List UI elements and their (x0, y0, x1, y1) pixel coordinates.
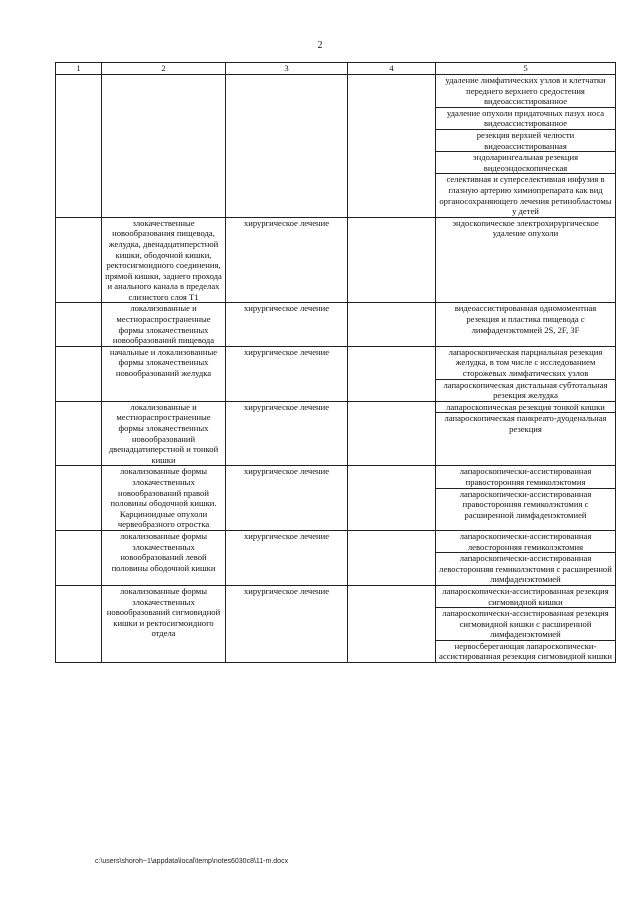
procedures-cell (436, 401, 616, 466)
procedure-item: селективная и суперселективная инфузия в глазную артерию химиопрепарата как вид органосохраняющего лечения ретинобластомы у детей (439, 174, 612, 217)
empty-cell (348, 585, 436, 662)
procedure-item: удаление опухоли придаточных пазух носа видеоассистированное (436, 108, 615, 130)
diagnosis-cell: локализованные и местнораспространенные формы злокачественных новообразований двенадцатиперстной и тонкой кишки (102, 401, 226, 466)
procedure-item: лапароскопически-ассистированная резекция сигмовидной кишки с расширенной лимфаденэктомией (436, 608, 615, 641)
page-number: 2 (317, 40, 323, 51)
empty-cell (102, 75, 226, 218)
procedures-cell (436, 466, 616, 531)
procedure-item: лапароскопически-ассистированная правосторонняя гемиколэктомия с расширенной лимфаденэктомией (459, 488, 592, 520)
empty-cell (348, 401, 436, 466)
procedures-cell (436, 217, 616, 303)
empty-cell (348, 466, 436, 531)
treatment-cell: хирургическое лечение (226, 401, 348, 466)
continuation-row (56, 75, 616, 218)
procedure-item: эндоларингеальная резекция видеоэндоскопическая (436, 152, 615, 174)
procedure-item: лапароскопически-ассистированная левосторонняя гемиколэктомия (436, 531, 615, 553)
table-row (56, 346, 616, 401)
treatment-cell: хирургическое лечение (226, 217, 348, 303)
diagnosis-cell: локализованные формы злокачественных новообразований правой половины ободочной кишки. Карциноидные опухоли червеобразного отростка (102, 466, 226, 531)
procedure-item: лапароскопическая панкреато-дуоденальная резекция (444, 413, 607, 434)
table-row (56, 217, 616, 303)
column-number-row (56, 63, 616, 75)
procedure-item: лапароскопически-ассистированная резекция сигмовидной кишки (436, 586, 615, 608)
procedures-cell (436, 346, 616, 401)
empty-cell (348, 346, 436, 401)
diagnosis-cell: локализованные формы злокачественных новообразований сигмовидной кишки и ректосигмоидного отдела (102, 585, 226, 662)
procedure-item: видеоассистированная одномоментная резекция и пластика пищевода с лимфаденэктомией 2S, 2F, 3F (454, 303, 597, 335)
procedure-item: удаление лимфатических узлов и клетчатки переднего верхнего средостения видеоассистированное (436, 75, 615, 108)
empty-cell (56, 75, 102, 218)
treatment-cell: хирургическое лечение (226, 466, 348, 531)
empty-cell (56, 530, 102, 585)
procedure-item: лапароскопически-ассистированная правосторонняя гемиколэктомия (436, 466, 615, 488)
treatment-cell: хирургическое лечение (226, 585, 348, 662)
procedures-cell (436, 585, 616, 662)
procedure-item: лапароскопически-ассистированная левосторонняя гемиколэктомия с расширенной лимфаденэктомией (439, 553, 612, 585)
column-number: 2 (102, 63, 226, 75)
column-number: 1 (56, 63, 102, 75)
procedure-item: эндоскопическое электрохирургическое удаление опухоли (452, 217, 599, 239)
treatment-cell: хирургическое лечение (226, 303, 348, 346)
diagnosis-cell: локализованные и местнораспространенные формы злокачественных новообразований пищевода (102, 303, 226, 346)
empty-cell (56, 585, 102, 662)
column-number: 5 (436, 63, 616, 75)
table-row (56, 401, 616, 466)
table-row (56, 585, 616, 662)
procedures-cell (436, 303, 616, 346)
procedure-item: нервосберегающая лапароскопически-ассистированная резекция сигмовидной кишки (439, 640, 612, 662)
empty-cell (348, 75, 436, 218)
empty-cell (56, 466, 102, 531)
procedure-item: резекция верхней челюсти видеоассистированная (436, 130, 615, 152)
diagnosis-cell: начальные и локализованные формы злокачественных новообразований желудка (102, 346, 226, 401)
procedure-item: лапароскопическая резекция тонкой кишки (436, 402, 615, 414)
empty-cell (348, 530, 436, 585)
column-number: 3 (226, 63, 348, 75)
procedure-item: лапароскопическая парциальная резекция желудка, в том числе с исследованием сторожевых лимфатических узлов (436, 347, 615, 380)
empty-cell (56, 346, 102, 401)
procedures-cell (436, 75, 616, 218)
empty-cell (348, 217, 436, 303)
treatment-cell: хирургическое лечение (226, 530, 348, 585)
procedures-cell (436, 530, 616, 585)
empty-cell (56, 401, 102, 466)
diagnosis-cell: локализованные формы злокачественных новообразований левой половины ободочной кишки (102, 530, 226, 585)
treatment-cell: хирургическое лечение (226, 346, 348, 401)
diagnosis-cell: злокачественные новообразования пищевода, желудка, двенадцатиперстной кишки, ободочной кишки, ректосигмоидного соединения, прямой кишки, заднего прохода и анального канала в пределах слизистого слоя T1 (102, 217, 226, 303)
procedures-table (55, 62, 616, 663)
column-number: 4 (348, 63, 436, 75)
empty-cell (348, 303, 436, 346)
table-row (56, 466, 616, 531)
empty-cell (56, 217, 102, 303)
empty-cell (226, 75, 348, 218)
file-path-footer: c:\users\shoroh~1\appdata\local\temp\notes6030c8\11-m.docx (95, 858, 289, 865)
table-row (56, 303, 616, 346)
table-row (56, 530, 616, 585)
empty-cell (56, 303, 102, 346)
procedure-item: лапароскопическая дистальная субтотальная резекция желудка (443, 379, 608, 401)
